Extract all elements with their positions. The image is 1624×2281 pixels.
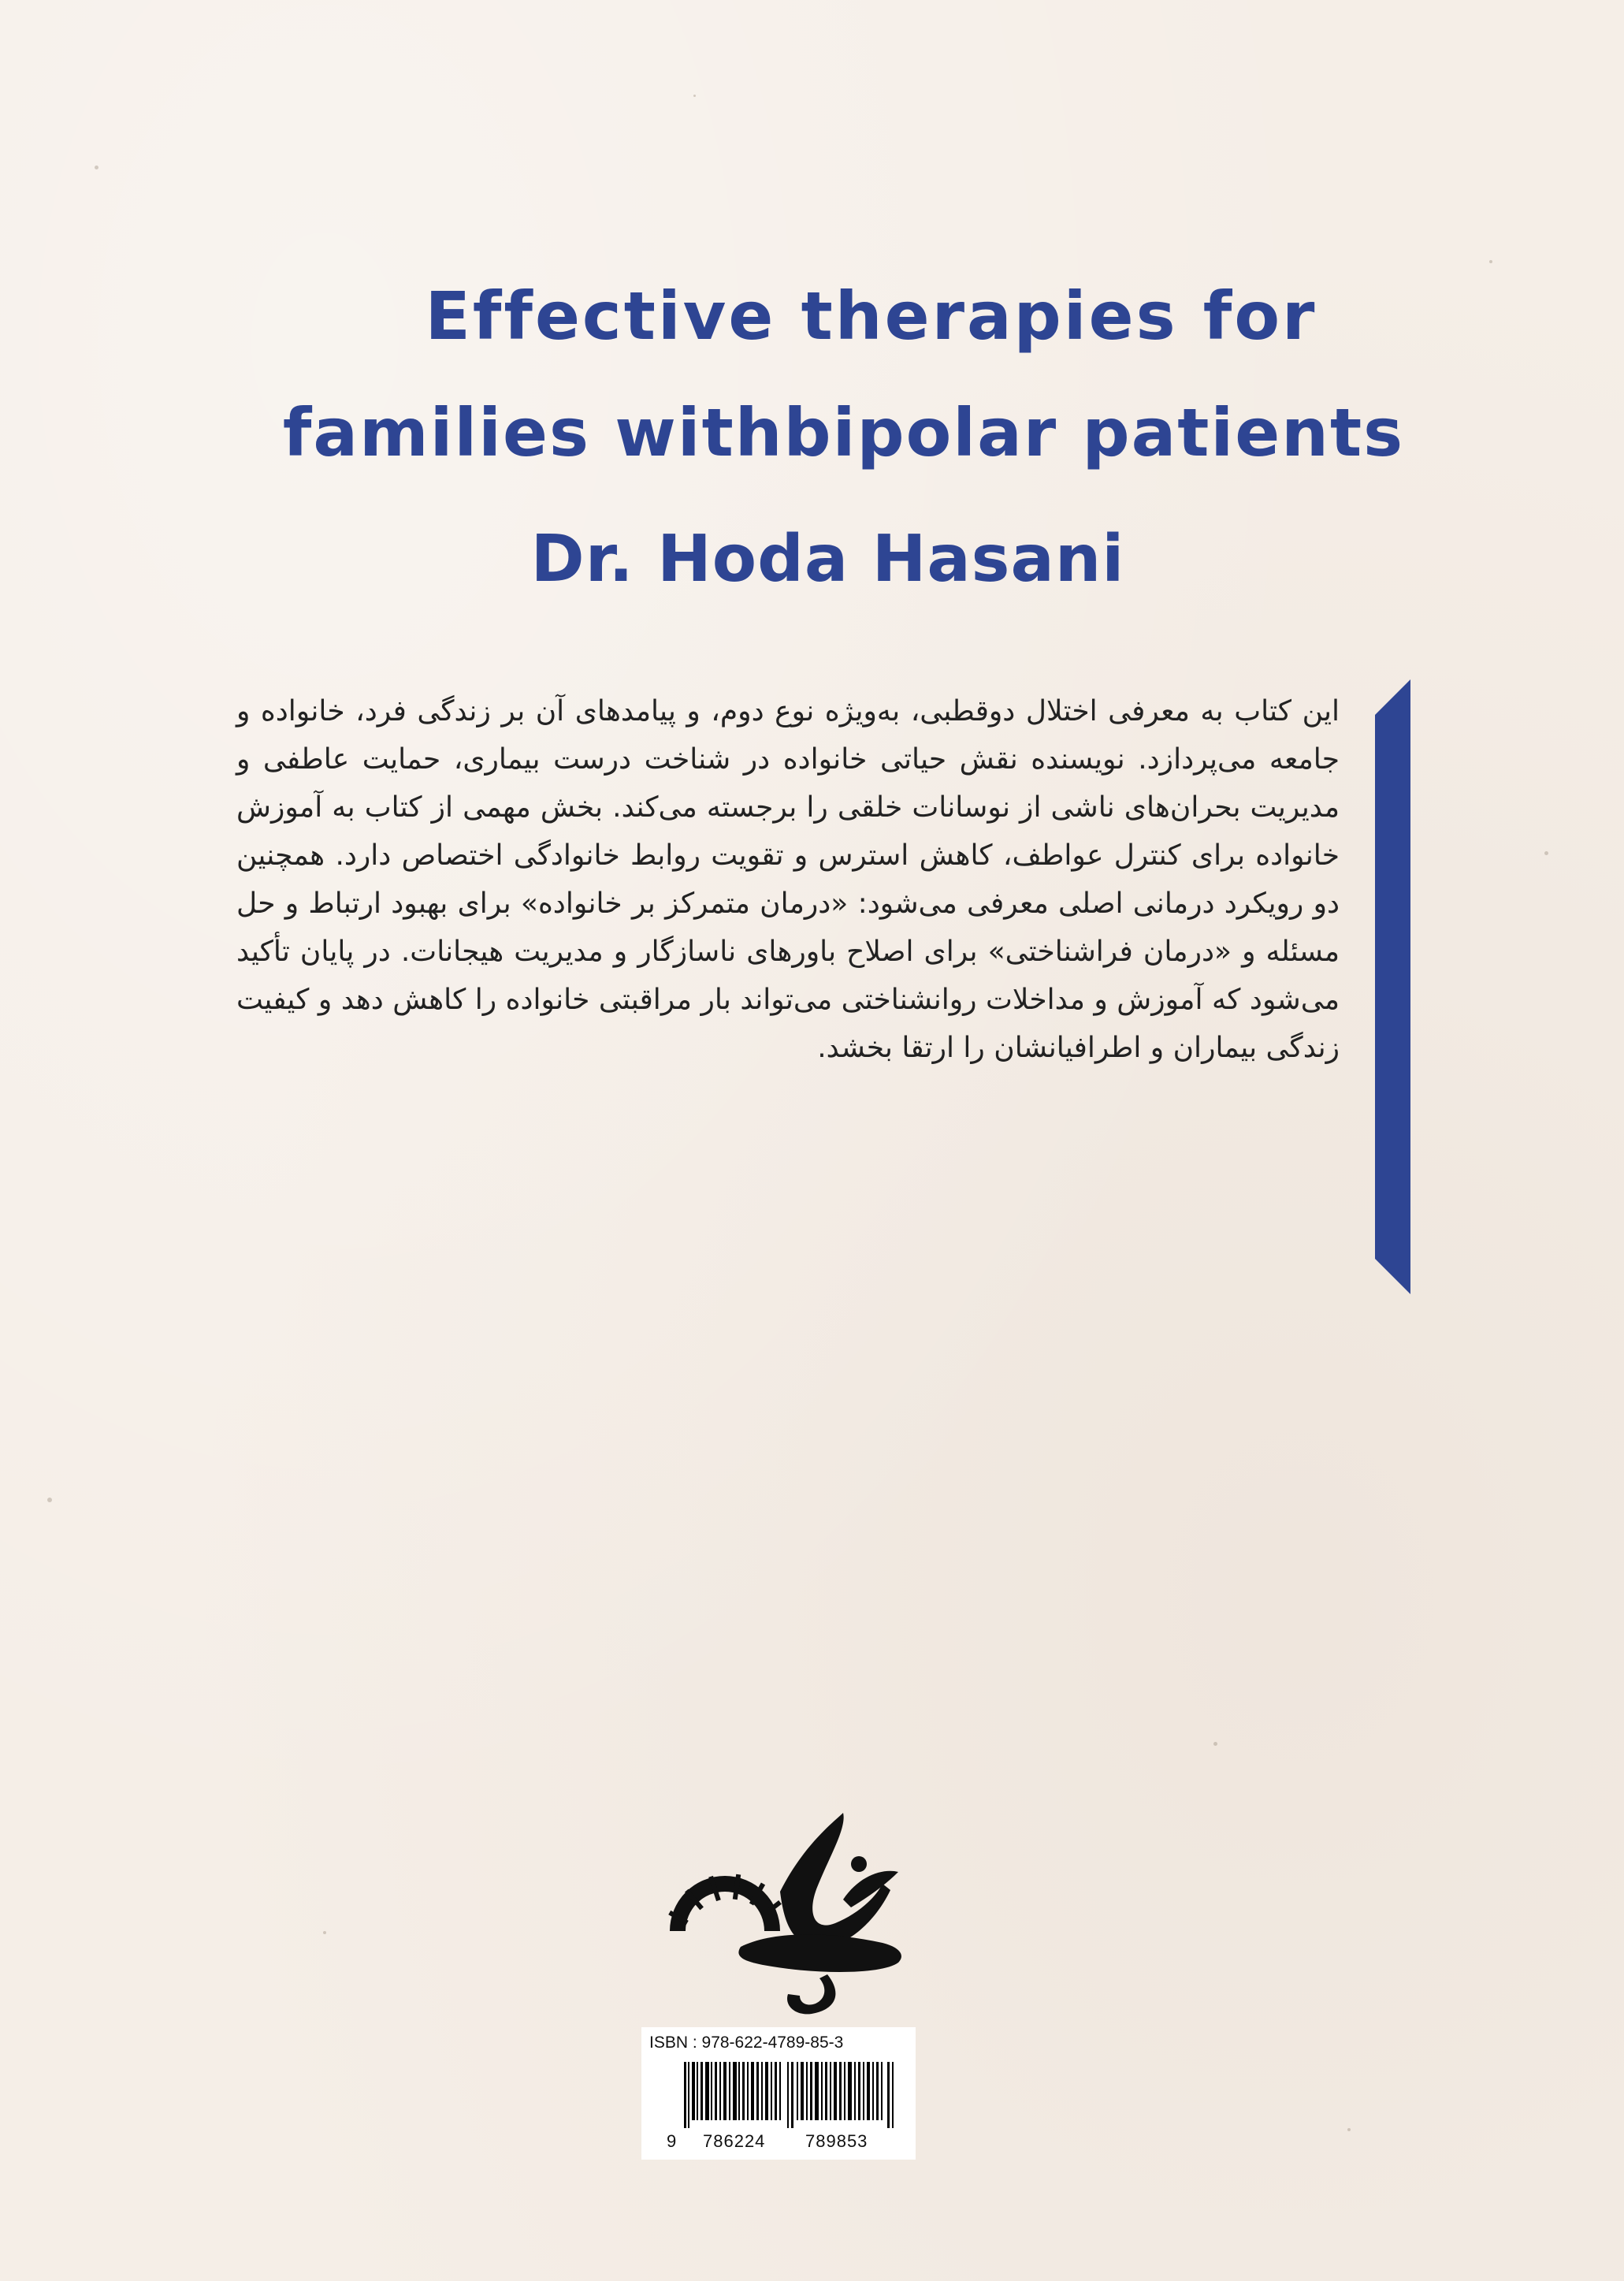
paper-speck xyxy=(693,95,696,97)
isbn-barcode-box xyxy=(641,2027,916,2160)
barcode-left-digits: 786224 xyxy=(703,2131,766,2151)
book-title-line-2: families withbipolar patients xyxy=(282,394,1405,471)
paper-speck xyxy=(1347,2128,1351,2131)
paper-speck xyxy=(323,1931,326,1934)
paper-speck xyxy=(1213,1742,1217,1746)
barcode-right-digits: 789853 xyxy=(805,2131,868,2151)
author-name: Dr. Hoda Hasani xyxy=(530,522,1125,597)
paper-speck xyxy=(47,1498,52,1502)
barcode-first-digit: 9 xyxy=(667,2131,678,2151)
publisher-logo-icon xyxy=(646,1797,922,2018)
book-description: این کتاب به معرفی اختلال دوقطبی، به‌ویژه نوع دوم، و پیامدهای آن بر زندگی فرد، خانواده و جامعه می‌پردازد. نویسنده نقش حیاتی خانواده در شناخت درست بیماری، حمایت عاطفی و مدیریت بحران‌های ناشی از نوسانات خلقی را برجسته می‌کند. بخش مهمی از کتاب به آموزش خانواده برای کنترل عواطف، کاهش استرس و تقویت روابط خانوادگی اختصاص دارد. همچنین دو رویکرد درمانی اصلی معرفی می‌شود: «درمان متمرکز بر خانواده» برای بهبود ارتباط و حل مسئله و «درمان فراشناختی» برای اصلاح باورهای ناسازگار و مدیریت هیجانات. در پایان تأکید می‌شود که آموزش و مداخلات روانشناختی می‌تواند بار مراقبتی خانواده را کاهش دهد و کیفیت زندگی بیماران و اطرافیانشان را ارتقا بخشد. xyxy=(236,695,1340,1064)
paper-speck xyxy=(1544,851,1548,855)
barcode-icon xyxy=(684,2062,897,2128)
paper-speck xyxy=(1489,260,1492,263)
book-title-line-1: Effective therapies for xyxy=(425,277,1317,355)
paper-speck xyxy=(95,166,98,169)
isbn-label: ISBN : 978-622-4789-85-3 xyxy=(649,2034,844,2052)
accent-bar xyxy=(1375,679,1410,1294)
